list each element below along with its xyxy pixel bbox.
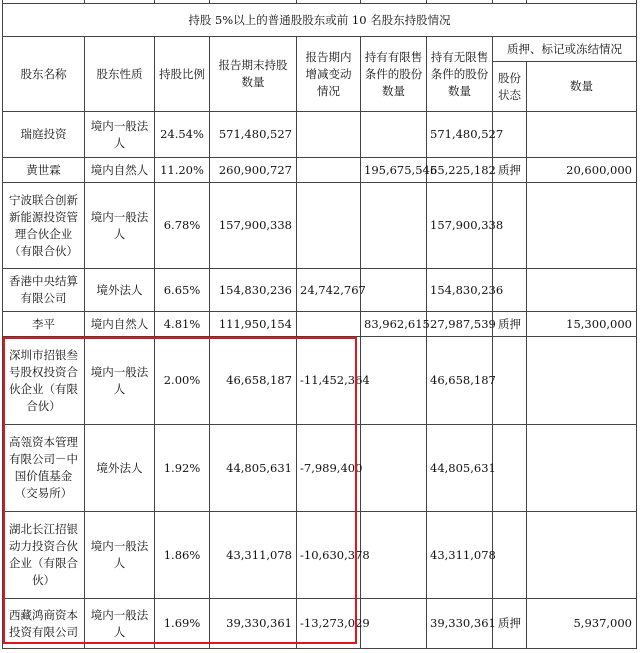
row-name: 深圳市招银叁号股权投资合伙企业（有限合伙） xyxy=(3,337,85,425)
row-name: 湖北长江招银动力投资合伙企业（有限合伙） xyxy=(3,512,85,599)
header-period-end-qty: 报告期末持股数量 xyxy=(210,37,297,112)
row-name: 宁波联合创新新能源投资管理合伙企业（有限合伙） xyxy=(3,183,85,269)
row-unrestricted: 571,480,527 xyxy=(427,112,493,158)
row-pledged xyxy=(527,337,637,425)
row-change: -7,989,400 xyxy=(297,425,361,512)
row-status: 质押 xyxy=(493,312,527,337)
row-ratio: 1.92% xyxy=(155,425,210,512)
row-change xyxy=(297,183,361,269)
row-restricted xyxy=(361,337,427,425)
row-unrestricted: 157,900,338 xyxy=(427,183,493,269)
table-row xyxy=(3,425,637,512)
shareholder-table xyxy=(2,0,637,649)
table-title: 持股 5%以上的普通股股东或前 10 名股东持股情况 xyxy=(3,4,637,37)
table-row xyxy=(3,337,637,425)
row-nature: 境内一般法人 xyxy=(85,112,155,158)
row-ratio: 6.78% xyxy=(155,183,210,269)
row-pledged: 5,937,000 xyxy=(527,599,637,649)
row-nature: 境内一般法人 xyxy=(85,599,155,649)
row-name: 瑞庭投资 xyxy=(3,112,85,158)
table-row xyxy=(3,183,637,269)
row-nature: 境外法人 xyxy=(85,269,155,312)
table-row xyxy=(3,269,637,312)
row-nature: 境内一般法人 xyxy=(85,512,155,599)
row-change xyxy=(297,112,361,158)
header-change: 报告期内增减变动情况 xyxy=(297,37,361,112)
row-change: -10,630,378 xyxy=(297,512,361,599)
row-nature: 境外法人 xyxy=(85,425,155,512)
header-nature: 股东性质 xyxy=(85,37,155,112)
header-row xyxy=(3,37,637,62)
header-unrestricted: 持有无限售条件的股份数量 xyxy=(427,37,493,112)
row-restricted xyxy=(361,425,427,512)
header-pledge-status: 股份状态 xyxy=(493,62,527,112)
header-pledge-qty: 数量 xyxy=(527,62,637,112)
row-restricted: 83,962,615 xyxy=(361,312,427,337)
row-restricted xyxy=(361,599,427,649)
row-unrestricted: 43,311,078 xyxy=(427,512,493,599)
table-row xyxy=(3,599,637,649)
row-status xyxy=(493,337,527,425)
table-row xyxy=(3,312,637,337)
row-restricted xyxy=(361,112,427,158)
row-pledged: 15,300,000 xyxy=(527,312,637,337)
row-name: 黄世霖 xyxy=(3,158,85,183)
row-qty: 43,311,078 xyxy=(210,512,297,599)
row-pledged xyxy=(527,425,637,512)
row-pledged: 20,600,000 xyxy=(527,158,637,183)
row-qty: 46,658,187 xyxy=(210,337,297,425)
row-ratio: 1.86% xyxy=(155,512,210,599)
row-ratio: 4.81% xyxy=(155,312,210,337)
row-name: 西藏鸿商资本投资有限公司 xyxy=(3,599,85,649)
row-qty: 157,900,338 xyxy=(210,183,297,269)
row-pledged xyxy=(527,183,637,269)
table-row xyxy=(3,158,637,183)
header-name: 股东名称 xyxy=(3,37,85,112)
row-unrestricted: 46,658,187 xyxy=(427,337,493,425)
row-unrestricted: 27,987,539 xyxy=(427,312,493,337)
row-name: 李平 xyxy=(3,312,85,337)
row-pledged xyxy=(527,112,637,158)
table-row xyxy=(3,512,637,599)
row-nature: 境内一般法人 xyxy=(85,337,155,425)
row-nature: 境内自然人 xyxy=(85,312,155,337)
row-ratio: 11.20% xyxy=(155,158,210,183)
header-ratio: 持股比例 xyxy=(155,37,210,112)
row-qty: 44,805,631 xyxy=(210,425,297,512)
header-pledge-group: 质押、标记或冻结情况 xyxy=(493,37,637,62)
row-unrestricted: 39,330,361 xyxy=(427,599,493,649)
row-status: 质押 xyxy=(493,599,527,649)
row-unrestricted: 44,805,631 xyxy=(427,425,493,512)
row-change: -13,273,029 xyxy=(297,599,361,649)
row-qty: 111,950,154 xyxy=(210,312,297,337)
row-unrestricted: 65,225,182 xyxy=(427,158,493,183)
row-change: -11,452,364 xyxy=(297,337,361,425)
row-qty: 571,480,527 xyxy=(210,112,297,158)
row-nature: 境内一般法人 xyxy=(85,183,155,269)
row-ratio: 24.54% xyxy=(155,112,210,158)
header-restricted: 持有有限售条件的股份数量 xyxy=(361,37,427,112)
row-name: 高瓴资本管理有限公司－中国价值基金（交易所） xyxy=(3,425,85,512)
row-qty: 39,330,361 xyxy=(210,599,297,649)
row-pledged xyxy=(527,512,637,599)
row-qty: 154,830,236 xyxy=(210,269,297,312)
row-restricted xyxy=(361,512,427,599)
row-ratio: 1.69% xyxy=(155,599,210,649)
row-name: 香港中央结算有限公司 xyxy=(3,269,85,312)
row-unrestricted: 154,830,236 xyxy=(427,269,493,312)
row-qty: 260,900,727 xyxy=(210,158,297,183)
row-change xyxy=(297,312,361,337)
row-nature: 境内自然人 xyxy=(85,158,155,183)
row-status xyxy=(493,512,527,599)
table-row xyxy=(3,112,637,158)
row-pledged xyxy=(527,269,637,312)
row-status xyxy=(493,425,527,512)
row-change xyxy=(297,158,361,183)
row-restricted xyxy=(361,269,427,312)
row-ratio: 6.65% xyxy=(155,269,210,312)
row-status: 质押 xyxy=(493,158,527,183)
row-change: 24,742,767 xyxy=(297,269,361,312)
row-ratio: 2.00% xyxy=(155,337,210,425)
row-restricted: 195,675,545 xyxy=(361,158,427,183)
row-restricted xyxy=(361,183,427,269)
